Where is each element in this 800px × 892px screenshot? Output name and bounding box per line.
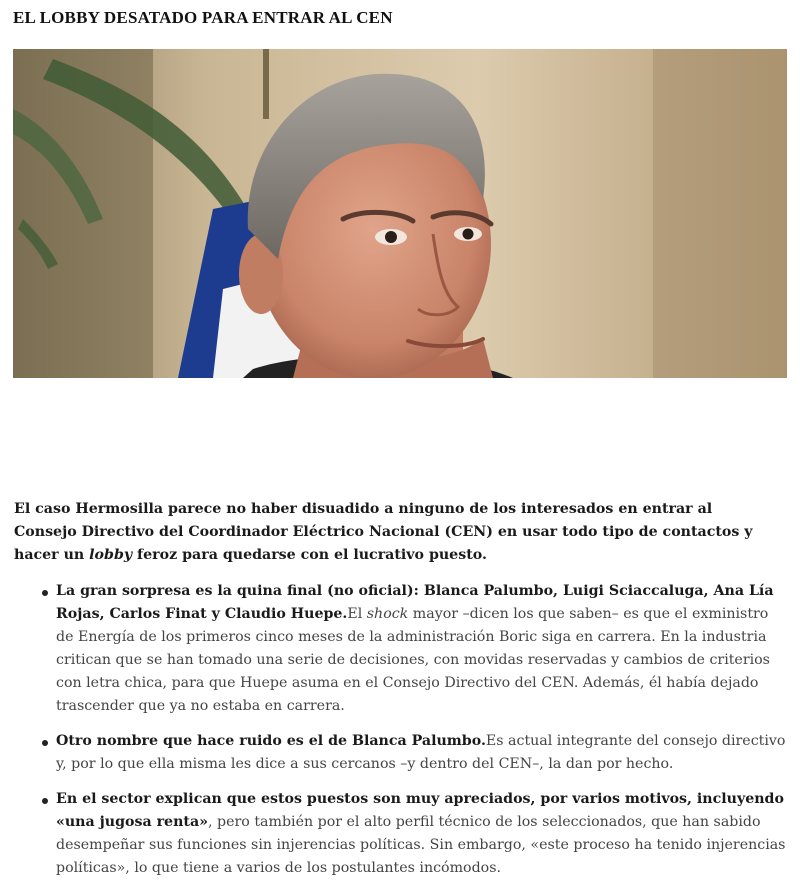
list-item [56,580,790,718]
article-bullet-list [14,580,790,892]
lead-text-1: El caso Hermosilla parece no haber disuadido a ninguno de los interesados en entrar al Consejo Directivo del Coordinador Eléctrico Nacional (CEN) en usar todo tipo de contactos y hacer un [14,501,753,563]
bullet-text: , pero también por el alto perfil técnico de los seleccionados, que han sabido desempeñar sus funciones sin injerencias políticas. Sin embargo, «este proceso ha tenido injerencias políticas», lo que tiene a varios de los postulantes incómodos. [56,814,786,876]
lead-emphasis: lobby [89,547,133,563]
article-photo [13,49,787,378]
article-lead [14,498,754,567]
portrait-image [13,49,787,378]
bullet-highlight: En el sector explican que estos puestos son muy apreciados, por varios motivos, incluyendo «una jugosa renta» [56,791,784,830]
bullet-text: mayor –dicen los que saben– es que el exministro de Energía de los primeros cinco meses de la administración Boric siga en carrera. En la industria critican que se han tomado una serie de decisiones, con movidas reservadas y cambios de criterios con letra chica, para que Huepe asuma en el Consejo Directivo del CEN. Además, él había dejado trascender que ya no estaba en carrera. [56,606,770,714]
lead-text-2: feroz para quedarse con el lucrativo puesto. [132,547,487,563]
bullet-emphasis: shock [366,606,409,622]
article-headline: EL LOBBY DESATADO PARA ENTRAR AL CEN [13,8,393,27]
list-item [56,788,790,880]
bullet-highlight: La gran sorpresa es la quina final (no oficial): Blanca Palumbo, Luigi Sciaccaluga, Ana Lía Rojas, Carlos Finat y Claudio Huepe. [56,583,774,622]
bullet-text: El [347,606,367,622]
bullet-highlight: Otro nombre que hace ruido es el de Blanca Palumbo. [56,733,486,749]
list-item [56,730,790,776]
bullet-text: Es actual integrante del consejo directivo y, por lo que ella misma les dice a sus cercanos –y dentro del CEN–, la dan por hecho. [56,733,786,772]
